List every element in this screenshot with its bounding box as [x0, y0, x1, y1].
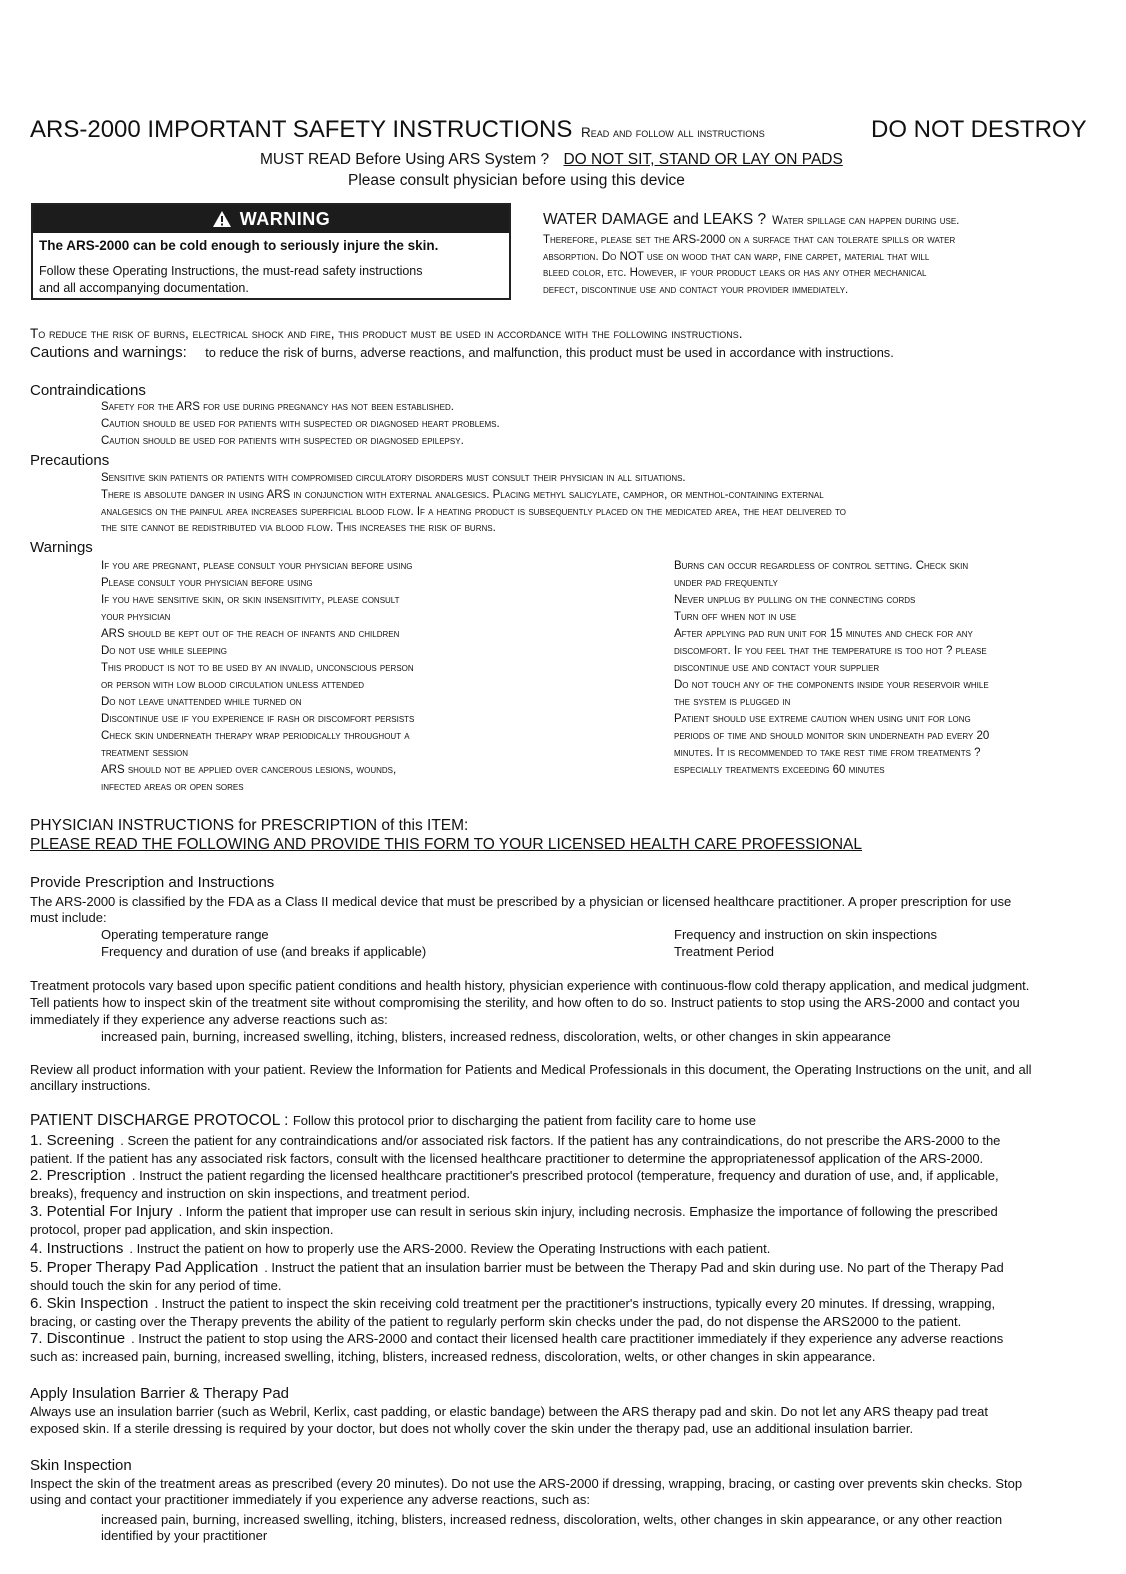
- warning-item: treatment session: [101, 747, 189, 759]
- precaution-line: There is absolute danger in using ARS in conjunction with external analgesics. Placing methyl salicylate, camphor, or menthol-containing external: [101, 489, 824, 501]
- precaution-line: analgesics on the painful area increases superficial blood flow. If a heating product is subsequently placed on the medicated area, the heat delivered to: [101, 506, 846, 518]
- protocol-line: Treatment protocols vary based upon specific patient conditions and health history, physician experience with continuous-flow cold therapy application, and medical judgment.: [30, 978, 1030, 993]
- protocol-line: Tell patients how to inspect skin of the treatment site without compromising the sterility, and how often to do so. Instruct patients to stop using the ARS-2000 and contact you: [30, 995, 1020, 1010]
- warning-item: or person with low blood circulation unless attended: [101, 679, 364, 691]
- discharge-step-text: . Instruct the patient to inspect the skin receiving cold treatment per the practitioner's instructions, typically every 20 minutes. If dressing, wrapping,: [154, 1296, 996, 1311]
- water-damage-line: bleed color, etc. However, if your product leaks or has any other mechanical: [543, 267, 927, 279]
- warning-item: Do not leave unattended while turned on: [101, 696, 302, 708]
- insulation-line: exposed skin. If a sterile dressing is required by your doctor, but does not wholly cover the skin under the therapy pad, use an additional insulation barrier.: [30, 1421, 914, 1436]
- insulation-heading: Apply Insulation Barrier & Therapy Pad: [30, 1385, 290, 1402]
- physician-subheading: PLEASE READ THE FOLLOWING AND PROVIDE THIS FORM TO YOUR LICENSED HEALTH CARE PROFESSIONAL: [30, 836, 863, 853]
- prescription-intro-line: must include:: [30, 910, 107, 925]
- skin-inspection-line: Inspect the skin of the treatment areas as prescribed (every 20 minutes). Do not use the ARS-2000 if dressing, wrapping, bracing, or casting over prevents skin checks. Stop: [30, 1476, 1023, 1491]
- warning-item: ARS should not be applied over cancerous lesions, wounds,: [101, 764, 397, 776]
- warnings-heading: Warnings: [30, 539, 93, 556]
- discharge-step-title: 6. Skin Inspection: [30, 1295, 149, 1312]
- precautions-heading: Precautions: [30, 452, 110, 469]
- discharge-step-text: . Instruct the patient regarding the licensed healthcare practitioner's prescribed protocol (temperature, frequency and duration of use, and, if applicable,: [131, 1168, 999, 1183]
- contraindication-item: Caution should be used for patients with suspected or diagnosed epilepsy.: [101, 435, 464, 447]
- warning-triangle-icon: [212, 210, 232, 228]
- water-damage-line: Therefore, please set the ARS-2000 on a surface that can tolerate spills or water: [543, 234, 956, 246]
- discharge-step-title: 5. Proper Therapy Pad Application: [30, 1259, 259, 1276]
- warning-item: Check skin underneath therapy wrap periodically throughout a: [101, 730, 410, 742]
- warning-item: Burns can occur regardless of control setting. Check skin: [674, 560, 969, 572]
- warning-item: discomfort. If you feel that the temperature is too hot ? please: [674, 645, 987, 657]
- discharge-step-continuation: such as: increased pain, burning, increased swelling, itching, blisters, increased redness, discoloration, welts, or other changes in skin appearance.: [30, 1349, 876, 1364]
- discharge-step-text: . Instruct the patient to stop using the ARS-2000 and contact their licensed health care practitioner immediately if they experience any adverse reactions: [131, 1331, 1004, 1346]
- warning-item: Do not touch any of the components inside your reservoir while: [674, 679, 989, 691]
- page-title: ARS-2000 IMPORTANT SAFETY INSTRUCTIONS: [30, 116, 573, 143]
- warning-item: minutes. It is recommended to take rest time from treatments ?: [674, 747, 981, 759]
- warning-item: Please consult your physician before using: [101, 577, 313, 589]
- consult-physician-line: Please consult physician before using this device: [348, 172, 685, 189]
- discharge-step-text: . Instruct the patient on how to properly use the ARS-2000. Review the Operating Instructions with each patient.: [129, 1241, 771, 1256]
- must-read-text: MUST READ Before Using ARS System ?: [260, 151, 550, 168]
- warning-item: ARS should be kept out of the reach of infants and children: [101, 628, 400, 640]
- do-not-destroy-label: DO NOT DESTROY: [871, 116, 1087, 143]
- warning-item: Never unplug by pulling on the connecting cords: [674, 594, 916, 606]
- discharge-step-text: . Inform the patient that improper use can result in serious skin injury, including necrosis. Emphasize the importance of following the prescribed: [178, 1204, 998, 1219]
- warning-item: especially treatments exceeding 60 minutes: [674, 764, 885, 776]
- precaution-line: the site cannot be redistributed via blood flow. This increases the risk of burns.: [101, 522, 496, 534]
- prescription-heading: Provide Prescription and Instructions: [30, 874, 275, 891]
- discharge-step-title: 2. Prescription: [30, 1167, 126, 1184]
- discharge-step-continuation: breaks), frequency and instruction on skin inspections, and treatment period.: [30, 1186, 471, 1201]
- prescription-requirement: Frequency and instruction on skin inspections: [674, 927, 938, 942]
- read-follow-note: Read and follow all instructions: [581, 125, 765, 140]
- water-damage-line: defect, discontinue use and contact your provider immediately.: [543, 284, 849, 296]
- prescription-requirement: Treatment Period: [674, 944, 774, 959]
- water-damage-line: absorption. Do NOT use on wood that can warp, fine carpet, material that will: [543, 251, 930, 263]
- skin-inspection-reaction: increased pain, burning, increased swelling, itching, blisters, increased redness, discoloration, welts, other changes in skin appearance, or any other reaction: [101, 1512, 1003, 1527]
- discharge-step-continuation: patient. If the patient has any associated risk factors, consult with the licensed healthcare practitioner to determine the appropriatenessof application of the ARS-2000.: [30, 1151, 984, 1166]
- cautions-text: to reduce the risk of burns, adverse reactions, and malfunction, this product must be used in accordance with instructions.: [205, 345, 894, 360]
- warning-header: [33, 205, 509, 233]
- warning-item: Discontinue use if you experience if rash or discomfort persists: [101, 713, 415, 725]
- water-damage-title: [543, 211, 959, 229]
- discharge-step-title: 3. Potential For Injury: [30, 1203, 173, 1220]
- discharge-step-title: 4. Instructions: [30, 1240, 124, 1257]
- review-line: ancillary instructions.: [30, 1078, 151, 1093]
- warning-item: the system is plugged in: [674, 696, 791, 708]
- skin-inspection-heading: Skin Inspection: [30, 1457, 132, 1474]
- contraindication-item: Caution should be used for patients with suspected or diagnosed heart problems.: [101, 418, 500, 430]
- protocol-reactions: increased pain, burning, increased swelling, itching, blisters, increased redness, discoloration, welts, or other changes in skin appearance: [101, 1029, 891, 1044]
- risk-notice: To reduce the risk of burns, electrical shock and fire, this product must be used in accordance with the following instructions.: [30, 326, 743, 341]
- discharge-step: [30, 1295, 995, 1313]
- discharge-step: [30, 1132, 1000, 1150]
- warning-item: If you are pregnant, please consult your physician before using: [101, 560, 413, 572]
- warning-item: After applying pad run unit for 15 minutes and check for any: [674, 628, 973, 640]
- contraindications-heading: Contraindications: [30, 382, 146, 399]
- skin-inspection-line: using and contact your practitioner immediately if you experience any adverse reactions, such as:: [30, 1492, 591, 1507]
- warning-box: [31, 203, 511, 300]
- warning-item: Patient should use extreme caution when using unit for long: [674, 713, 971, 725]
- warning-bold-line: The ARS-2000 can be cold enough to seriously injure the skin.: [39, 238, 439, 253]
- cautions-line: [30, 344, 894, 362]
- discharge-step: [30, 1167, 999, 1185]
- warning-item: your physician: [101, 611, 171, 623]
- prescription-requirement: Operating temperature range: [101, 927, 269, 942]
- discharge-heading: PATIENT DISCHARGE PROTOCOL :: [30, 1112, 289, 1129]
- prescription-requirement: Frequency and duration of use (and breaks if applicable): [101, 944, 427, 959]
- discharge-step-continuation: protocol, proper pad application, and skin inspection.: [30, 1222, 334, 1237]
- warning-item: This product is not to be used by an invalid, unconscious person: [101, 662, 414, 674]
- prescription-intro-line: The ARS-2000 is classified by the FDA as a Class II medical device that must be prescribed by a physician or licensed healthcare practitioner. A proper prescription for use: [30, 894, 1012, 909]
- discharge-heading-line: [30, 1112, 756, 1130]
- discharge-step-text: . Screen the patient for any contraindications and/or associated risk factors. If the patient has any contraindications, do not prescribe the ARS-2000 to the: [120, 1133, 1001, 1148]
- warning-item: under pad frequently: [674, 577, 778, 589]
- discharge-heading-note: Follow this protocol prior to discharging the patient from facility care to home use: [292, 1113, 757, 1128]
- warning-body: [39, 263, 479, 297]
- insulation-line: Always use an insulation barrier (such as Webril, Kerlix, cast padding, or elastic bandage) between the ARS therapy pad and skin. Do not let any ARS theapy pad treat: [30, 1404, 988, 1419]
- discharge-step: [30, 1330, 1003, 1348]
- discharge-step-continuation: should touch the skin for any period of time.: [30, 1278, 282, 1293]
- warning-item: If you have sensitive skin, or skin insensitivity, please consult: [101, 594, 400, 606]
- warning-item: discontinue use and contact your supplier: [674, 662, 880, 674]
- warning-body-line: and all accompanying documentation.: [39, 281, 249, 295]
- discharge-step: [30, 1240, 770, 1258]
- discharge-step-text: . Instruct the patient that an insulation barrier must be between the Therapy Pad and skin during use. No part of the Therapy Pad: [264, 1260, 1004, 1275]
- discharge-step-title: 1. Screening: [30, 1132, 115, 1149]
- warning-item: periods of time and should monitor skin underneath pad every 20: [674, 730, 990, 742]
- warning-item: Do not use while sleeping: [101, 645, 227, 657]
- discharge-step-title: 7. Discontinue: [30, 1330, 126, 1347]
- skin-inspection-reaction: identified by your practitioner: [101, 1528, 268, 1543]
- warning-item: infected areas or open sores: [101, 781, 244, 793]
- water-damage-first-line: Water spillage can happen during use.: [772, 215, 960, 227]
- discharge-step: [30, 1203, 998, 1221]
- physician-heading: PHYSICIAN INSTRUCTIONS for PRESCRIPTION of this ITEM:: [30, 817, 469, 834]
- contraindication-item: Safety for the ARS for use during pregnancy has not been established.: [101, 401, 454, 413]
- precaution-line: Sensitive skin patients or patients with compromised circulatory disorders must consult their physician in all situations.: [101, 472, 686, 484]
- water-damage-heading: WATER DAMAGE and LEAKS ?: [543, 211, 767, 228]
- discharge-step: [30, 1259, 1004, 1277]
- protocol-line: immediately if they experience any adverse reactions such as:: [30, 1012, 388, 1027]
- discharge-step-continuation: bracing, or casting over the Therapy prevents the ability of the patient to regularly perform skin checks under the pad, do not dispense the ARS2000 to the patient.: [30, 1314, 962, 1329]
- do-not-sit-warning: DO NOT SIT, STAND OR LAY ON PADS: [563, 151, 843, 168]
- review-line: Review all product information with your patient. Review the Information for Patients and Medical Professionals in this document, the Operating Instructions on the unit, and all: [30, 1062, 1032, 1077]
- cautions-label: Cautions and warnings:: [30, 344, 187, 361]
- must-read-line: [260, 151, 843, 169]
- warning-body-line: Follow these Operating Instructions, the must-read safety instructions: [39, 264, 423, 278]
- warning-heading: WARNING: [239, 208, 331, 229]
- warning-item: Turn off when not in use: [674, 611, 797, 623]
